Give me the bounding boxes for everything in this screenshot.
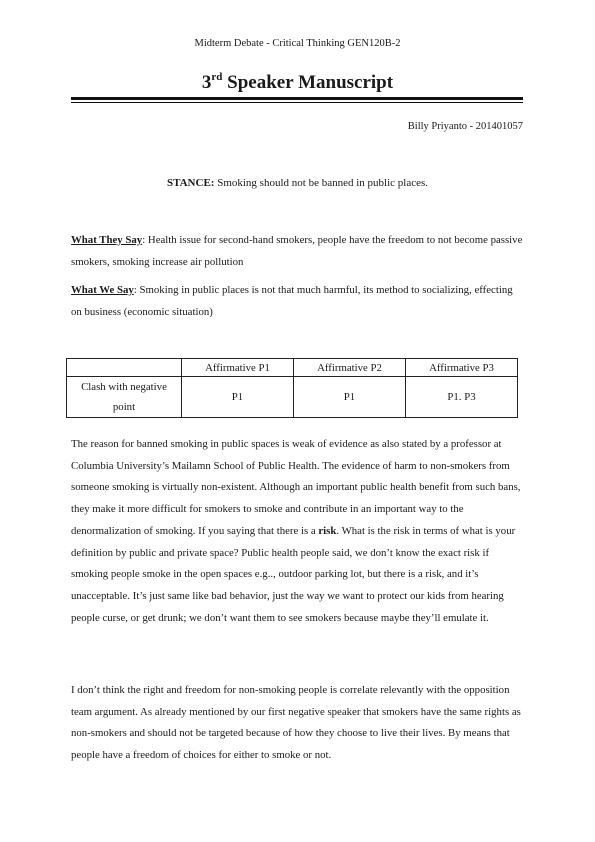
body-paragraph-1-bold: risk bbox=[318, 524, 337, 537]
what-they-say-label: What They Say bbox=[71, 234, 143, 246]
table-cell: P1 bbox=[294, 377, 406, 418]
table-header-cell: Affirmative P3 bbox=[406, 359, 518, 377]
table-header-cell bbox=[67, 359, 182, 377]
running-header: Midterm Debate - Critical Thinking GEN120B-2 bbox=[194, 38, 401, 49]
title-ordinal-suffix: rd bbox=[211, 71, 223, 83]
title-ordinal: 3 bbox=[201, 72, 212, 93]
title-rule-thick bbox=[71, 97, 523, 100]
stance-label: STANCE: bbox=[166, 177, 215, 189]
what-we-say-text: : Smoking in public places is not that much harmful, its method to socializing, effecting on business (economic situation) bbox=[71, 284, 513, 318]
body-paragraph-1-text-b: . What is the risk in terms of what is your definition by public and private space? Public health people said, we don’t know the exact risk if smoking people smoke in the open spaces e.g.., outdoor parking lot, but there is a risk, and it’s unacceptable. It’s just same like bad behavior, just the way we want to protect our kids from hearing people curse, or get drunk; we don’t want them to see smokers because maybe they’ll emulate it. bbox=[71, 524, 516, 624]
title-rule-thin bbox=[71, 102, 523, 103]
title-text: Speaker Manuscript bbox=[222, 72, 394, 93]
stance-line bbox=[0, 177, 595, 189]
clash-table bbox=[66, 358, 518, 418]
table-header-cell: Affirmative P2 bbox=[294, 359, 406, 377]
table-header-cell: Affirmative P1 bbox=[182, 359, 294, 377]
what-they-say-paragraph bbox=[71, 230, 523, 273]
body-paragraph-2: I don’t think the right and freedom for non-smoking people is correlate relevantly with the opposition team argument. As already mentioned by our first negative speaker that smokers have the same rights as non-smokers and should not be targeted because of how they choose to live their lives. By means that people have a freedom of choices for either to smoke or not. bbox=[71, 684, 521, 762]
what-we-say-paragraph bbox=[71, 280, 523, 323]
what-we-say-label: What We Say bbox=[71, 284, 134, 296]
table-row-label: Clash with negative point bbox=[67, 377, 182, 418]
body-paragraph-1-text-a: The reason for banned smoking in public spaces is weak of evidence as also stated by a professor at Columbia University’s Mailamn School of Public Health. The evidence of harm to non-smokers from someone smoking is virtually non-existent. Although an important public health benefit from such bans, they make it more difficult for smokers to smoke and contribute in an important way to the denormalization of smoking. If you saying that there is a bbox=[71, 438, 521, 537]
table-row bbox=[67, 377, 518, 418]
page-title bbox=[0, 72, 595, 94]
table-cell: P1 bbox=[182, 377, 294, 418]
stance-text: Smoking should not be banned in public places. bbox=[214, 177, 429, 189]
body-paragraph-1 bbox=[71, 434, 523, 629]
table-cell: P1. P3 bbox=[406, 377, 518, 418]
author-line: Billy Priyanto - 201401057 bbox=[407, 121, 523, 132]
what-they-say-text: : Health issue for second-hand smokers, people have the freedom to not become passive smokers, smoking increase air pollution bbox=[71, 234, 523, 268]
table-header-row bbox=[67, 359, 518, 377]
